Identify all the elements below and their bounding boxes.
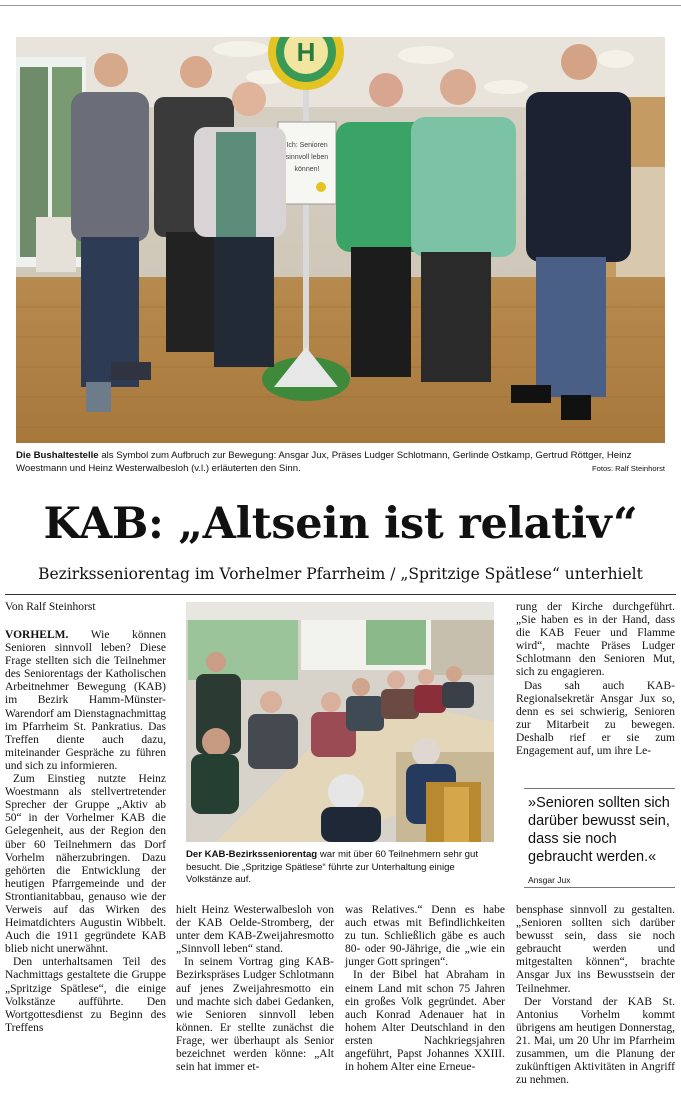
quote-bottom-rule [524,887,675,888]
subheadline: Bezirksseniorentag im Vorhelmer Pfarrheim / „Spritzige Spätlese“ unterhielt [38,565,643,583]
article-column-3 [345,904,505,1074]
article-column-1 [5,629,166,1035]
pull-quote-author: Ansgar Jux [528,875,571,885]
col3-paragraph-1: was Relatives.“ Denn es habe auch etwas mit Befindlichkeiten zu tun. Schließlich gäbe es auch 80- oder 90-Jährige, die „wie ein junger Gott springen“. [345,904,505,969]
col1-paragraph-2: Zum Einstieg nutzte Heinz Woestmann als stellvertretender Sprecher der Gruppe „Aktiv ab 50“ in der Vorhelmer KAB die Gelegenheit, aus der Region den über 60 Teilnehmern das Dorf Vorhelm näherzubringen. Dazu gehörten die Entwicklung der heutigen Pfarrgemeinde und der Strontianitabbau, genauso wie der Verweis auf das Wirken des Heimatdichters Augustin Wibbelt. Auch die 1911 gegründete KAB blieb nicht unerwähnt. [5,773,166,956]
col3-paragraph-2: In der Bibel hat Abraham in einem Land mit schon 75 Jahren ein großes Volk gegründet. Aber auch Konrad Adenauer hat in hohem Alter Deutschland in den ersten Nachkriegsjahren angeführt, Papst Johannes XXIII. in hohem Alter eine Erneue- [345,969,505,1074]
article-column-4-top [516,601,675,758]
byline-rule [5,594,676,595]
article-column-2 [176,904,334,1074]
mid-photo-caption [186,849,494,887]
headline: KAB: „Altsein ist relativ“ [43,499,638,549]
svg-text:Ich: Senioren: Ich: Senioren [286,142,328,149]
col4-paragraph-1: rung der Kirche durchgeführt. „Sie haben es in der Hand, dass die KAB Feuer und Flamme wird“, machte Präses Ludger Schlotmann den Senioren Mut, sich zu engagieren. [516,601,675,679]
quote-top-rule [524,788,675,789]
group-photo [16,37,665,443]
top-rule [0,5,681,6]
article-column-4-bottom [516,904,675,1087]
seniors-event-photo [186,602,494,842]
mid-caption-text: war mit über 60 Teilnehmern sehr gut besucht. Die „Spritzige Spätlese“ führte zur Unterhaltung einige Volkstänze auf. [186,849,479,885]
top-photo-caption [16,450,665,475]
col1-paragraph-1: Wie können Senioren sinnvoll leben? Diese Frage stellten sich die Teilnehmer des Seniorentags der Katholischen Arbeitnehmer Bewegung (KAB) im Bezirk Hamm-Münster-Warendorf am Dienstagnachmittag im Pfarrheim St. Pankratius. Das Treffen diente auch dazu, miteinander Gespräche zu führen und sich zu informieren. [5,629,166,772]
col2-paragraph-2: In seinem Vortrag ging KAB-Bezirkspräses Ludger Schlotmann auf jenes Zweijahresmotto ein und machte sich dabei Gedanken, wie Senioren sinnvoll leben können. Er stellte zunächst die Frage, wer überhaupt als Senior bezeichnet werden könne: „Alt sein hat immer et- [176,956,334,1074]
col2-paragraph-1: hielt Heinz Westerwalbesloh von der KAB Oelde-Stromberg, der unter dem KAB-Zweijahresmotto „Sinnvoll leben“ stand. [176,904,334,956]
caption-bold-lead: Die Bushaltestelle [16,450,99,461]
pull-quote: »Senioren sollten sich darüber bewusst sein, dass sie noch gebraucht werden.« [528,795,670,865]
svg-text:H: H [296,37,316,67]
col4-paragraph-3: bensphase sinnvoll zu gestalten. „Senioren sollten sich darüber bewusst sein, dass sie noch gebraucht werden und mitgestalten können“, brachte Ansgar Jux ins Bewusstsein der Teilnehmer. [516,904,675,995]
mid-caption-bold-lead: Der KAB-Bezirksseniorentag [186,849,318,860]
col4-paragraph-2: Das sah auch KAB-Regionalsekretär Ansgar Jux so, denn es sei schwierig, Senioren zur Mitarbeit zu bewegen. Deshalb rief er sie zum Engagement auf, um ihre Le- [516,679,675,758]
photo-credit: Fotos: Ralf Steinhorst [591,463,665,473]
svg-text:sinnvoll leben: sinnvoll leben [285,154,329,161]
caption-text: als Symbol zum Aufbruch zur Bewegung: Ansgar Jux, Präses Ludger Schlotmann, Gerlinde Ostkamp, Gertrud Röttger, Heinz Woestmann und Heinz Westerwalbesloh (v.l.) erläuterten den Sinn. [16,450,632,474]
svg-text:können!: können! [294,166,320,173]
col1-paragraph-3: Den unterhaltsamen Teil des Nachmittags gestaltete die Gruppe „Spritzige Spätlese“, die einige Volkstänze aufführte. Den Wortgottesdienst zu Beginn des Treffens [5,956,166,1034]
col4-paragraph-4: Der Vorstand der KAB St. Antonius Vorhelm kommt übrigens am heutigen Donnerstag, 21. Mai, um 20 Uhr im Pfarrheim zusammen, um die Planung der zukünftigen Aktivitäten in Angriff zu nehmen. [516,995,675,1087]
lead-place: VORHELM. [5,629,69,641]
byline: Von Ralf Steinhorst [5,601,96,613]
